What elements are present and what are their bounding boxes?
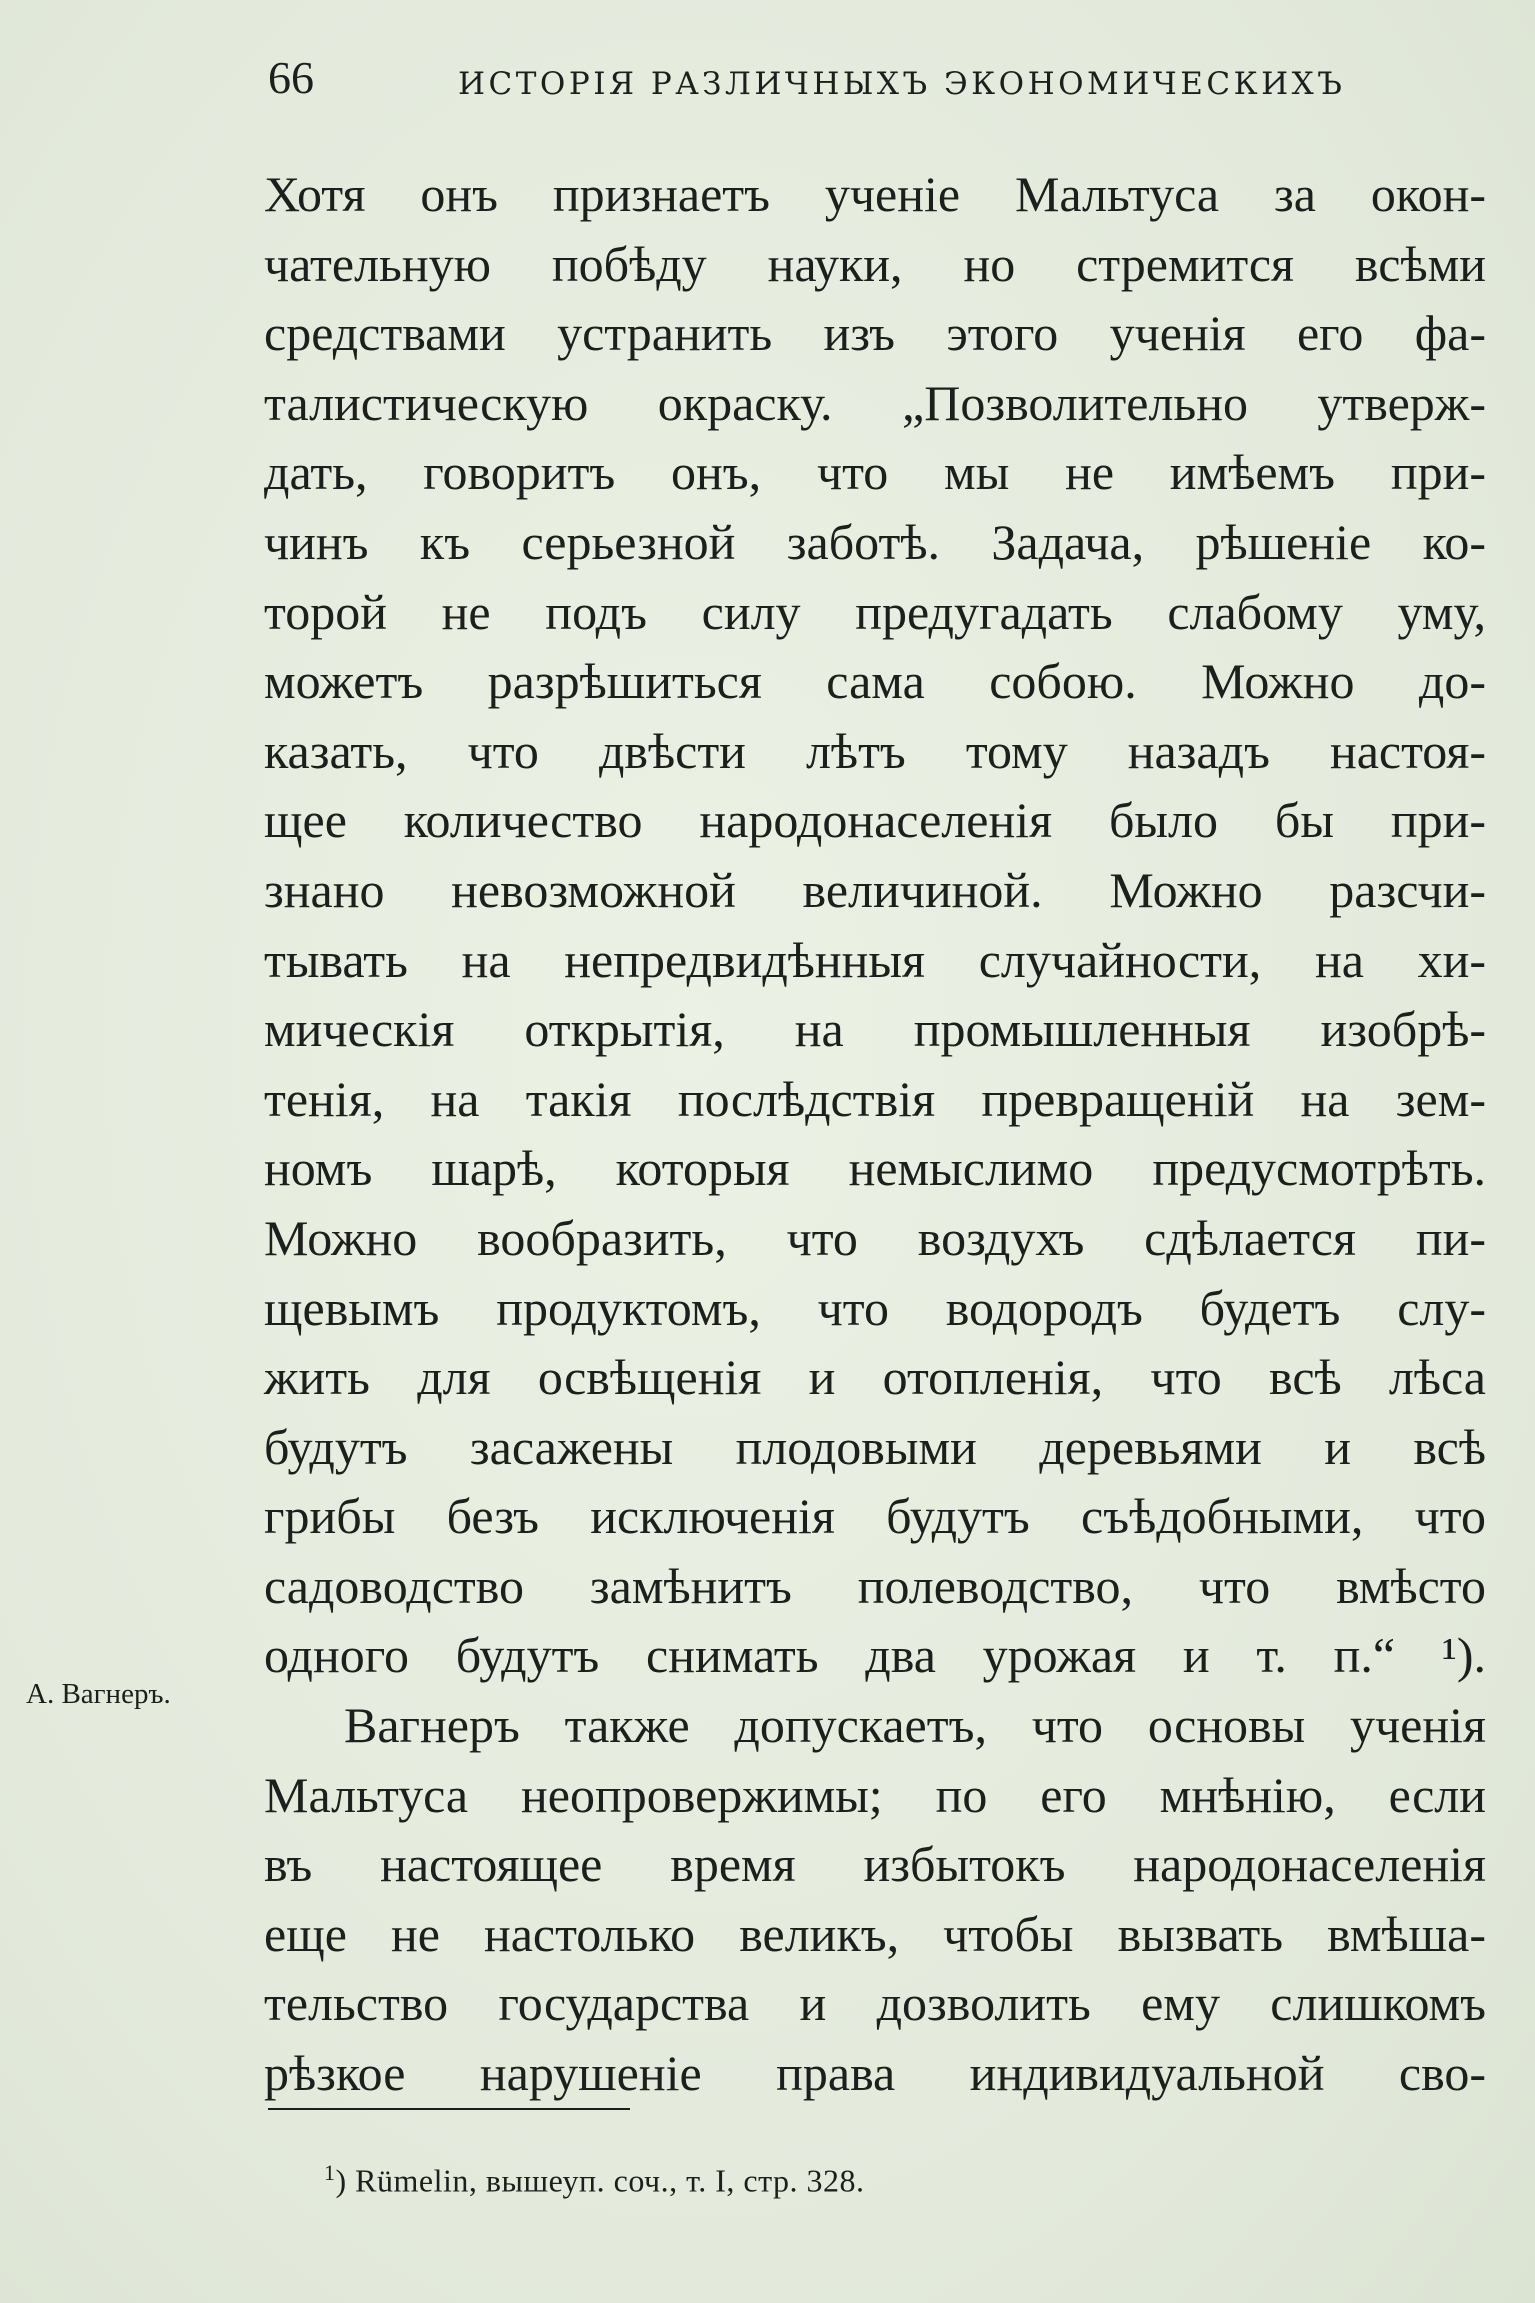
text-line: рѣзкое нарушеніе права индивидуальной сво- xyxy=(264,2045,1486,2102)
text-line: средствами устранить изъ этого ученія его фа- xyxy=(264,305,1486,362)
text-line: тывать на непредвидѣнныя случайности, на хи- xyxy=(264,931,1486,988)
page-number: 66 xyxy=(268,52,314,103)
margin-note: А. Вагнеръ. xyxy=(26,1678,171,1710)
text-line: торой не подъ силу предугадать слабому уму, xyxy=(264,583,1486,640)
text-line: номъ шарѣ, которыя немыслимо предусмотрѣть. xyxy=(264,1140,1486,1197)
text-line: въ настоящее время избытокъ народонаселенія xyxy=(264,1836,1486,1893)
footnote-text: ) Rümelin, вышеуп. соч., т. I, стр. 328. xyxy=(335,2162,865,2199)
text-line: Можно вообразить, что воздухъ сдѣлается пи- xyxy=(264,1209,1486,1266)
text-line: грибы безъ исключенія будутъ съѣдобными, что xyxy=(264,1488,1486,1545)
running-head: ИСТОРІЯ РАЗЛИЧНЫХЪ ЭКОНОМИЧЕСКИХЪ xyxy=(458,66,1346,102)
footnote-marker: 1 xyxy=(324,2160,336,2185)
text-line: одного будутъ снимать два урожая и т. п.“ ¹). xyxy=(264,1627,1486,1684)
text-line: чательную побѣду науки, но стремится всѣми xyxy=(264,235,1486,292)
text-line: казать, что двѣсти лѣтъ тому назадъ настоя- xyxy=(264,722,1486,779)
text-line: будутъ засажены плодовыми деревьями и всѣ xyxy=(264,1418,1486,1475)
text-line: щевымъ продуктомъ, что водородъ будетъ слу- xyxy=(264,1279,1486,1336)
text-line: Хотя онъ признаетъ ученіе Мальтуса за окон- xyxy=(264,166,1486,222)
text-line: еще не настолько великъ, чтобы вызвать вмѣша- xyxy=(264,1905,1486,1962)
text-line: садоводство замѣнитъ полеводство, что вмѣсто xyxy=(264,1557,1486,1614)
text-line: Мальтуса неопровержимы; по его мнѣнію, если xyxy=(264,1766,1486,1823)
text-line: мическія открытія, на промышленныя изобрѣ- xyxy=(264,1001,1486,1058)
text-line: жить для освѣщенія и отопленія, что всѣ лѣса xyxy=(264,1349,1486,1406)
text-line: тенія, на такія послѣдствія превращеній на зем- xyxy=(264,1070,1486,1127)
text-line: знано невозможной величиной. Можно разсчи- xyxy=(264,861,1486,918)
text-line: талистическую окраску. „Позволительно утверж- xyxy=(264,374,1486,431)
text-line: чинъ къ серьезной заботѣ. Задача, рѣшеніе ко- xyxy=(264,513,1486,570)
footnote-divider xyxy=(268,2108,630,2110)
text-line: Вагнеръ также допускаетъ, что основы ученія xyxy=(344,1697,1486,1754)
text-line: дать, говоритъ онъ, что мы не имѣемъ при- xyxy=(264,444,1486,501)
body-text xyxy=(264,160,1486,2109)
page-header xyxy=(268,48,1483,108)
text-line: тельство государства и дозволить ему слишкомъ xyxy=(264,1975,1486,2032)
footnote xyxy=(324,2148,864,2206)
text-line: щее количество народонаселенія было бы при- xyxy=(264,792,1486,849)
text-line: можетъ разрѣшиться сама собою. Можно до- xyxy=(264,653,1486,710)
